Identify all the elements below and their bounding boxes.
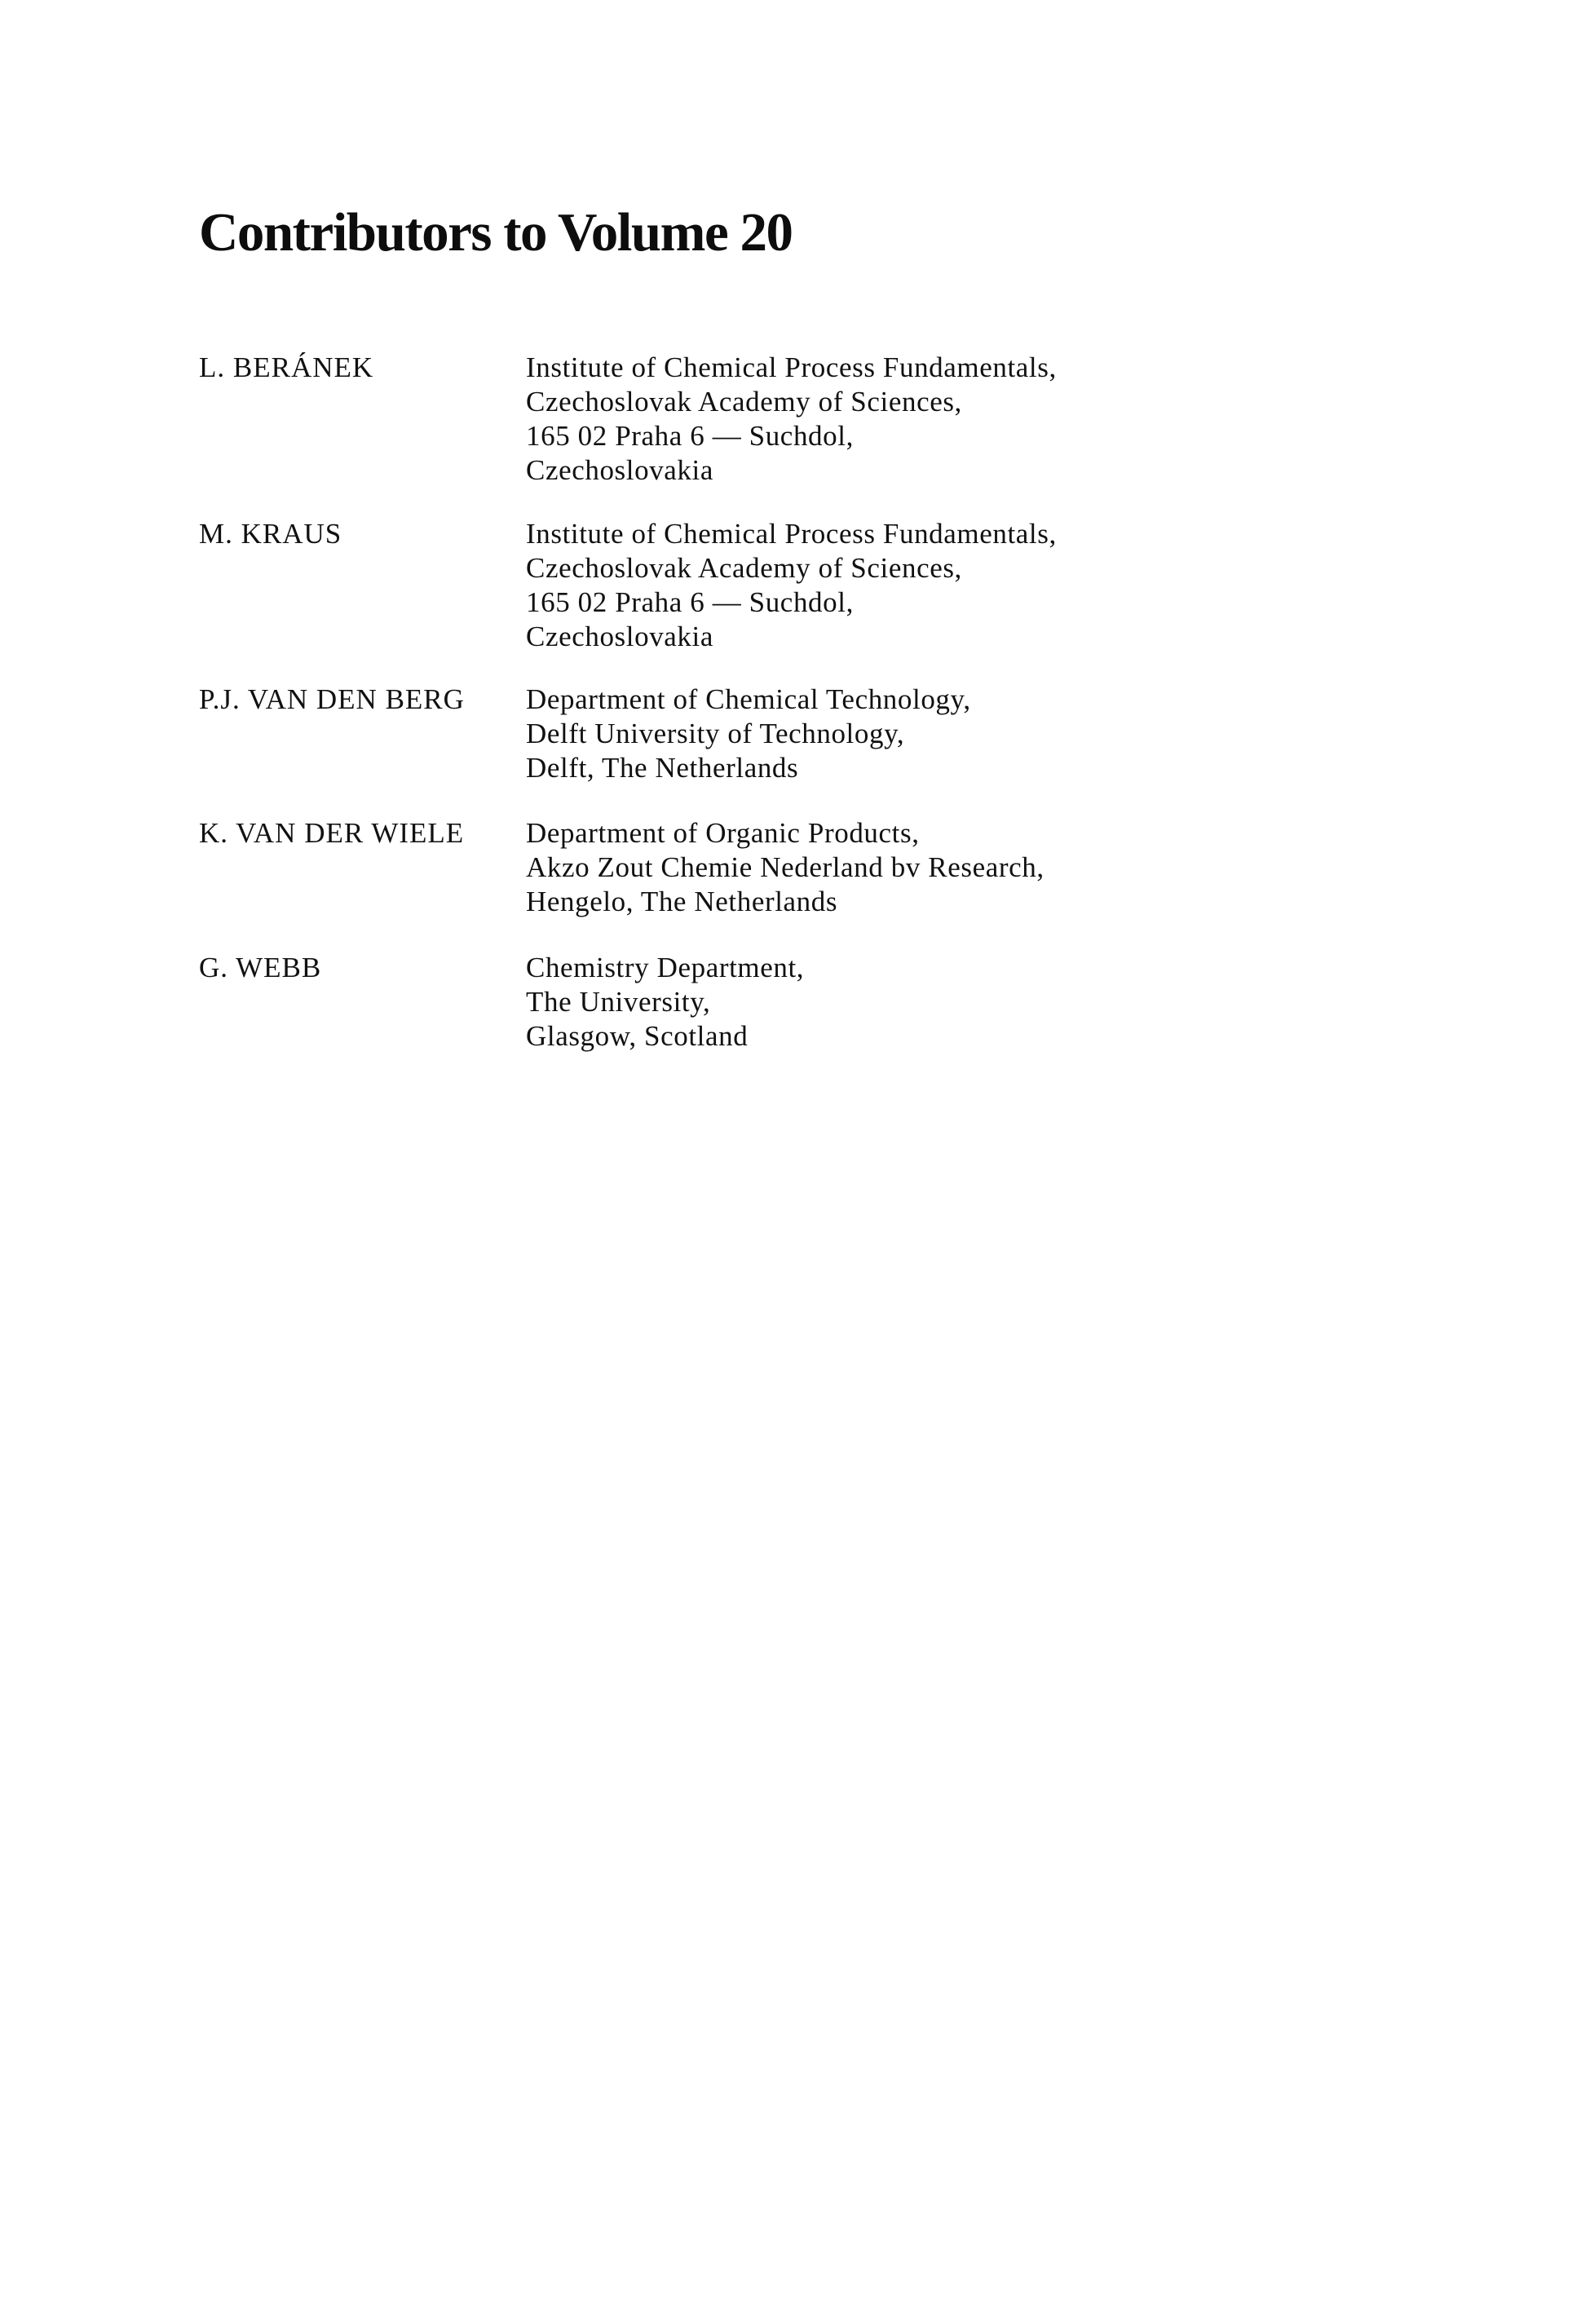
affiliation-line: Institute of Chemical Process Fundamentals, bbox=[526, 351, 1057, 383]
affiliation-line: Institute of Chemical Process Fundamentals, bbox=[526, 518, 1057, 550]
affiliation-line: Akzo Zout Chemie Nederland bv Research, bbox=[526, 851, 1045, 883]
page-title: Contributors to Volume 20 bbox=[199, 202, 793, 263]
affiliation-line: Czechoslovak Academy of Sciences, bbox=[526, 386, 962, 418]
contributor-affiliation bbox=[526, 517, 1057, 654]
contributor-name: M. KRAUS bbox=[199, 518, 342, 550]
affiliation-line: Department of Organic Products, bbox=[526, 817, 920, 849]
affiliation-line: Czechoslovakia bbox=[526, 621, 713, 652]
contributor-affiliation bbox=[526, 816, 1045, 919]
contributor-name: K. VAN DER WIELE bbox=[199, 817, 465, 849]
affiliation-line: 165 02 Praha 6 — Suchdol, bbox=[526, 586, 854, 618]
contributor-name: G. WEBB bbox=[199, 952, 322, 983]
affiliation-line: Czechoslovak Academy of Sciences, bbox=[526, 552, 962, 584]
affiliation-line: Hengelo, The Netherlands bbox=[526, 886, 838, 917]
affiliation-line: Czechoslovakia bbox=[526, 454, 713, 486]
affiliation-line: Delft, The Netherlands bbox=[526, 752, 799, 784]
contributor-affiliation bbox=[526, 683, 971, 785]
affiliation-line: Glasgow, Scotland bbox=[526, 1020, 749, 1052]
affiliation-line: The University, bbox=[526, 986, 711, 1018]
contributor-affiliation bbox=[526, 351, 1057, 488]
affiliation-line: Department of Chemical Technology, bbox=[526, 683, 971, 715]
affiliation-line: 165 02 Praha 6 — Suchdol, bbox=[526, 420, 854, 452]
contributor-affiliation bbox=[526, 951, 804, 1054]
affiliation-line: Delft University of Technology, bbox=[526, 718, 905, 749]
contributor-name: L. BERÁNEK bbox=[199, 351, 374, 383]
contributor-name: P.J. VAN DEN BERG bbox=[199, 683, 465, 715]
affiliation-line: Chemistry Department, bbox=[526, 952, 805, 983]
